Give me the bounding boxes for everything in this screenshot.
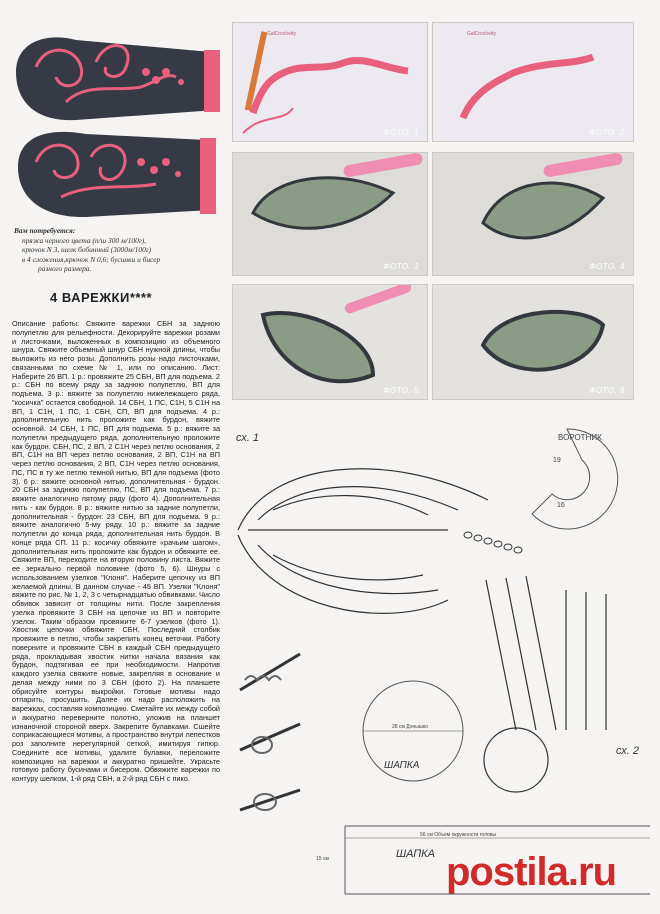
materials-line: разного размера. [38,264,92,274]
site-watermark: postila.ru [446,850,617,894]
photo-label: ФОТО. 4 [589,262,625,271]
leaf-chart-chain [464,532,522,553]
hat-label: ШАПКА [384,760,420,771]
collar-label: ВОРОТНИК [558,433,602,442]
instructions-paragraph: Описание работы: Свяжите варежки СБН за заднюю полупетлю для рельефности. Декорируйте варежки розами и листочками, выложенных в композицию из объемного шнура. Свяжите объемный шнур СБН нужной длины, чтобы выложить из него розы. Дополнить розы надо листочками, связанными по схеме № 1, или по описанию. Лист: Наберите 26 ВП. 1 р.: провяжите 25 СБН, ВП для подъема. 2 р.: СБН по всему ряду за заднюю полупетлю, ВП для подъема. 3 р.: вяжите за полупетлю нижележащего ряда, "косичка" остается свободной. 14 СБН, 1 ПС, С1Н, 5 С1Н на ВП, 1 С1Н, 1 ПС, 1 СБН, СП, ВП для подъема. 4 р.: дополнительную нить проложите как бурдон, вяжите основной. 14 СБН, 1 ПС, ВП для подъема. 5 р.: вяжите за полупетли предыдущего ряда, дополнительную проложите как бурдон. СБН, ПС, 2 ВП, 2 С1Н через петлю основания, 2 ВП, С1Н на ВП через петлю основания, 2 ВП, С1Н на ВП через петлю основания, 2 ВП, С1Н через петлю основания, ПС, ПС в ту же петлю темной нитью, ВП для подъема (фото 3). 6 р.: вяжите основной нитью, дополнительная - бурдон. 20 СБН за заднюю полупетлю, ПС, ВП для подъема. 7 р.: вяжите аналогично пятому ряду (фото 4). Дополнительная нить - как бурдон. 8 р.: вяжите нитью за задние полупетли, дополнительная - бурдон: 23 СБН, ВП для подъема. 9 р.: вяжите аналогично 5-му ряду. 10 р.: вяжите за задние полупетли до конца ряда, дополнительная нить бурдон. В конце ряда СП. 11 р.: косичку обвяжите «рачьим шагом», дополнительная нить проложите как бурдон и обвяжите ее. Свяжите ВП, переходите на вторую половину листа. Вяжите ее зеркально первой половине (фото 5, 6). Шнуры с использованием узелков "Клоня". Наберите цепочку из ВП желаемой длины. В данном случае - 45 ВП. Узелки "Клоня" вяжите по рис. № 1, 2, 3 с четырнадцатью обвивками. Число обвивок зависит от толщины нити. После закрепления узелка провяжите 3 СБН на цепочке из ВП и повторите узелок. Таким образом провяжите 6-7 узелков (фото 1). Хвостик цепочки обвяжите СБН. Последний столбик провяжите в петлю, чтобы закрепить конец веточки. Работу поверните и провяжите СБН в каждый СБН предыдущего ряда, прокладывая хвостик нитки начала вязания как бурдон, подтягивая ее при необходимости. Напротив каждого узелка свяжите новые, закрепляя в основание и делая между ними по 3 СБН (фото 2). На планшете обрисуйте контуры выкройки. Готовые мотивы надо отпарить, просушить. Далее их надо расположить на варежках, составляя композицию. Сметайте их между собой и аккуратно переверните полотно, уложив на планшет изнаночной стороной вверх. Закрепите булавками. Сшейте соприкасающиеся мотивы, а пространство внутри лепестков роз заполните нерегулярной сеткой, имитируя гипюр. Соедините все мотивы, удалите булавки, переложите композицию на варежки и аккуратно пришейте. Украсьте готовую работу бусинами и бисером. Обвяжите варежки по контуру шелком, 1-й ряд СБН, а 2-й ряд СБН с пико. [12,319,220,783]
photo-label: ФОТО. 6 [589,386,625,395]
instructions-text [12,320,220,784]
photo-6-leaf [433,285,633,399]
hat-band-length: 56 см Объем окружности головы [420,832,497,838]
collar-inner-size: 19 [553,457,561,464]
diagram-label-sx2: сх. 2 [616,745,639,757]
knot-1 [240,654,300,690]
page-title: 4 ВАРЕЖКИ**** [50,290,153,305]
photo-watermark: GalCrochetty [467,31,497,37]
photo-4-leaf [433,153,633,275]
mitten-bottom-cuff [200,138,216,214]
mitten-top [16,37,216,120]
stem-chart-columns [486,576,606,730]
hat-band-label: ШАПКА [396,848,435,860]
knot-3 [240,790,300,810]
photo-4 [432,152,634,276]
photo-2-cord [433,23,633,141]
hat-band-height: 15 см [316,856,329,862]
collar-outer-size: 16 [557,502,565,509]
stem-chart-ring [484,728,548,792]
photo-watermark: GalCrochetty [267,31,297,37]
knot-2 [240,724,300,753]
hat-circle-note: 28 см Донышко [392,724,428,730]
materials-line: пряжа черного цвета (п/ш 300 м/100г), [22,235,147,245]
materials-block [14,226,224,274]
photo-3 [232,152,428,276]
photo-label: ФОТО. 1 [383,128,419,137]
photo-1-cord [233,23,427,141]
photo-1 [232,22,428,142]
materials-line: в 4 сложения,крючок N 0,6; бусинки и бисер [22,254,161,264]
photo-6 [432,284,634,400]
photo-label: ФОТО. 5 [383,386,419,395]
knot-illustrations [230,640,310,820]
leaf-chart-stitches [238,469,488,614]
photo-2 [432,22,634,142]
diagram-label-sx1: сх. 1 [236,432,259,444]
photo-5-leaf [233,285,427,399]
mittens-illustration [6,12,226,224]
materials-line: крючок N 3, шелк бобинный (3000м/100г) [22,245,152,255]
mitten-top-cuff [204,50,220,112]
photo-5 [232,284,428,400]
photo-label: ФОТО. 2 [589,128,625,137]
materials-heading: Вам потребуется: [14,226,76,235]
stem-chart [456,570,636,810]
photo-3-leaf [233,153,427,275]
photo-label: ФОТО. 3 [383,262,419,271]
